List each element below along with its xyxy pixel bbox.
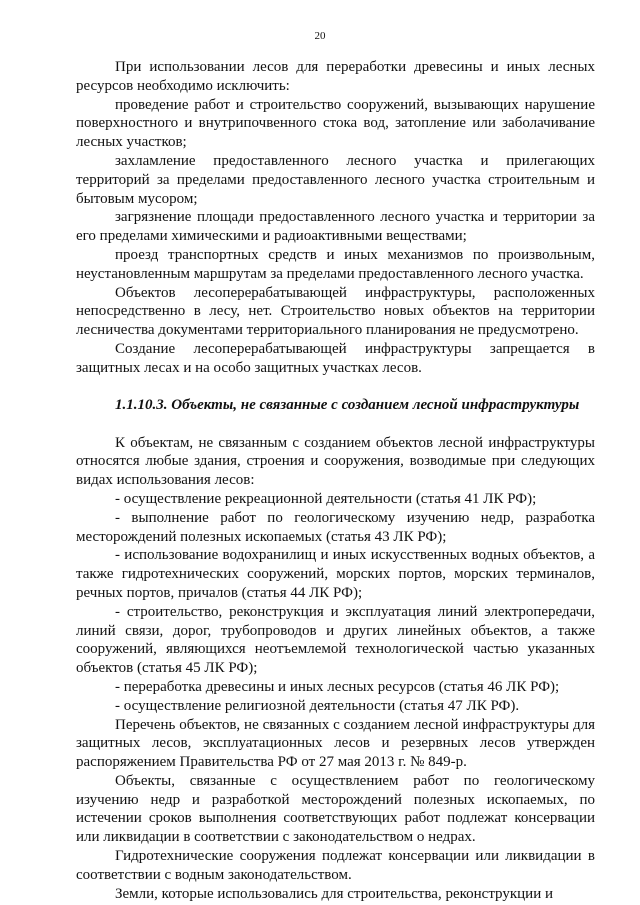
paragraph: Создание лесоперерабатывающей инфраструктуры запрещается в защитных лесах и на особо защитных участках лесов. [76,340,595,376]
paragraph: Объектов лесоперерабатывающей инфраструктуры, расположенных непосредственно в лесу, нет. Строительство новых объектов на территории лесничества документами территориального планирования не предусмотрено. [76,284,595,339]
section-forest-processing-restrictions [76,58,595,378]
paragraph: При использовании лесов для переработки древесины и иных лесных ресурсов необходимо исключить: [76,59,595,94]
list-item: - переработка древесины и иных лесных ресурсов (статья 46 ЛК РФ); [115,678,560,695]
list-item: проведение работ и строительство сооружений, вызывающих нарушение поверхностного и внутрипочвенного стока вод, затопление или заболачивание лесных участков; [76,96,595,151]
list-item: - строительство, реконструкция и эксплуатация линий электропередачи, линий связи, дорог, трубопроводов и других линейных объектов, а также сооружений, являющихся неотъемлемой технологической частью указанных объектов (статья 45 ЛК РФ); [76,603,595,677]
paragraph: Гидротехнические сооружения подлежат консервации или ликвидации в соответствии с водным законодательством. [76,848,595,883]
list-item: загрязнение площади предоставленного лесного участка и территории за его пределами химическими и радиоактивными веществами; [76,209,595,245]
list-item: захламление предоставленного лесного участка и прилегающих территорий за пределами предоставленного лесного участка строительным и бытовым мусором; [76,152,595,207]
paragraph: Объекты, связанные с осуществлением работ по геологическому изучению недр и разработкой месторождений полезных ископаемых, по истечении сроков выполнения соответствующих работ подлежат консервации или ликвидации в соответствии с законодательством о недрах. [76,772,595,846]
paragraph: Земли, которые использовались для строительства, реконструкции и [115,885,554,902]
list-item: - выполнение работ по геологическому изучению недр, разработка месторождений полезных ископаемых (статья 43 ЛК РФ); [76,509,595,545]
list-item: - использование водохранилищ и иных искусственных водных объектов, а также гидротехнических сооружений, морских портов, морских терминалов, речных портов, причалов (статья 44 ЛК РФ); [76,547,595,601]
section-non-infrastructure-objects [76,434,595,904]
document-body [76,58,595,903]
list-item: - осуществление религиозной деятельности (статья 47 ЛК РФ). [115,697,520,714]
page-number: 20 [314,30,326,42]
section-heading: 1.1.10.3. Объекты, не связанные с созданием лесной инфраструктуры [115,396,580,413]
list-item: проезд транспортных средств и иных механизмов по произвольным, неустановленным маршрутам за пределами предоставленного лесного участка. [76,246,595,282]
paragraph: Перечень объектов, не связанных с созданием лесной инфраструктуры для защитных лесов, эксплуатационных лесов и резервных лесов утвержден распоряжением Правительства РФ от 27 мая 2013 г. № 849-р. [76,716,595,771]
list-item: - осуществление рекреационной деятельности (статья 41 ЛК РФ); [115,490,537,507]
paragraph: К объектам, не связанным с созданием объектов лесной инфраструктуры относятся любые здания, строения и сооружения, возводимые при следующих видах использования лесов: [76,434,595,489]
